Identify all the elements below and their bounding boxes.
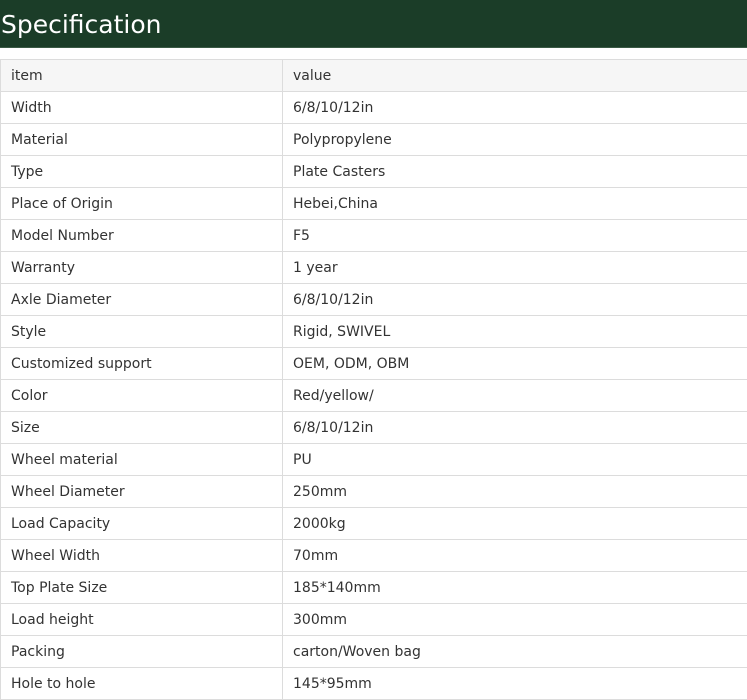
row-value-cell: carton/Woven bag (283, 636, 747, 668)
page-title: Specification (1, 10, 162, 39)
table-row (1, 540, 747, 572)
table-row (1, 636, 747, 668)
row-item-cell: Material (1, 124, 283, 156)
row-value-cell: Hebei,China (283, 188, 747, 220)
row-value-cell: 6/8/10/12in (283, 92, 747, 124)
row-item-cell: Wheel material (1, 444, 283, 476)
row-item-cell: Width (1, 92, 283, 124)
table-row (1, 188, 747, 220)
table-row (1, 124, 747, 156)
column-header-item: item (1, 60, 283, 92)
row-item-cell: Model Number (1, 220, 283, 252)
row-item-cell: Warranty (1, 252, 283, 284)
row-value-cell: 6/8/10/12in (283, 412, 747, 444)
row-value-cell: 1 year (283, 252, 747, 284)
row-value-cell: OEM, ODM, OBM (283, 348, 747, 380)
row-item-cell: Packing (1, 636, 283, 668)
row-item-cell: Hole to hole (1, 668, 283, 700)
table-row (1, 252, 747, 284)
row-item-cell: Load Capacity (1, 508, 283, 540)
table-row (1, 92, 747, 124)
row-item-cell: Color (1, 380, 283, 412)
spec-header (0, 0, 747, 48)
row-value-cell: Plate Casters (283, 156, 747, 188)
row-value-cell: Polypropylene (283, 124, 747, 156)
row-item-cell: Wheel Diameter (1, 476, 283, 508)
table-row (1, 316, 747, 348)
table-row (1, 220, 747, 252)
table-row (1, 572, 747, 604)
table-header-row (1, 60, 747, 92)
table-row (1, 668, 747, 700)
row-item-cell: Place of Origin (1, 188, 283, 220)
table-row (1, 284, 747, 316)
column-header-value: value (283, 60, 747, 92)
row-value-cell: F5 (283, 220, 747, 252)
row-item-cell: Axle Diameter (1, 284, 283, 316)
table-row (1, 412, 747, 444)
row-item-cell: Wheel Width (1, 540, 283, 572)
row-value-cell: 2000kg (283, 508, 747, 540)
table-row (1, 476, 747, 508)
table-row (1, 444, 747, 476)
row-item-cell: Load height (1, 604, 283, 636)
row-item-cell: Size (1, 412, 283, 444)
row-value-cell: 70mm (283, 540, 747, 572)
row-value-cell: Rigid, SWIVEL (283, 316, 747, 348)
spec-table-body (1, 60, 747, 700)
row-item-cell: Type (1, 156, 283, 188)
spacer (0, 48, 747, 59)
table-row (1, 348, 747, 380)
table-row (1, 380, 747, 412)
row-item-cell: Top Plate Size (1, 572, 283, 604)
row-value-cell: 250mm (283, 476, 747, 508)
table-row (1, 604, 747, 636)
row-value-cell: 145*95mm (283, 668, 747, 700)
row-item-cell: Style (1, 316, 283, 348)
row-item-cell: Customized support (1, 348, 283, 380)
row-value-cell: 6/8/10/12in (283, 284, 747, 316)
row-value-cell: Red/yellow/ (283, 380, 747, 412)
spec-table (0, 59, 747, 700)
row-value-cell: 300mm (283, 604, 747, 636)
table-row (1, 156, 747, 188)
table-row (1, 508, 747, 540)
row-value-cell: PU (283, 444, 747, 476)
row-value-cell: 185*140mm (283, 572, 747, 604)
